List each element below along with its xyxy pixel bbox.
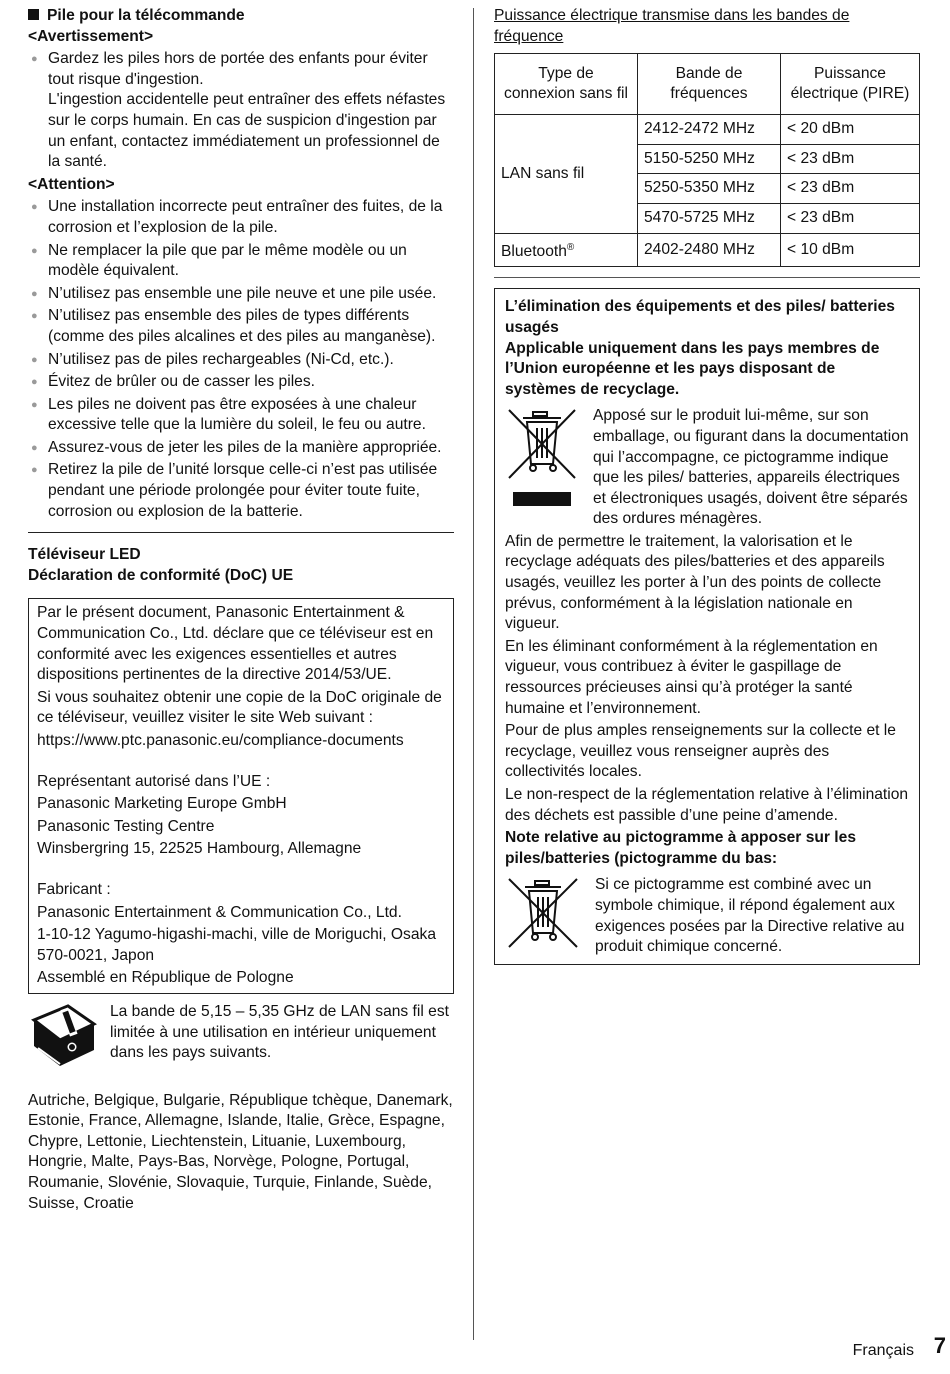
caution-book-icon [28,1002,100,1077]
battery-section-title: Pile pour la télécommande [28,6,454,27]
disposal-box [494,288,920,965]
bt-label-cell: Bluetooth® [495,233,638,267]
right-column [494,6,920,965]
band-cell: 5470-5725 MHz [638,203,781,233]
list-item: ● N’utilisez pas ensemble une pile neuve et une pile usée. [28,284,454,305]
disposal-subtitle: Applicable uniquement dans les pays membres de l’Union européenne et les pays disposant de systèmes de recyclage. [505,339,880,398]
lan-label-cell: LAN sans fil [495,115,638,233]
list-item: ● Assurez-vous de jeter les piles de la manière appropriée. [28,438,454,459]
attention-heading: <Attention> [28,175,115,193]
square-bullet-icon [28,9,39,20]
weee-bin-icon [505,406,583,510]
address-line: Winsbergring 15, 22525 Hambourg, Allemagne [37,840,362,858]
weee-block [505,406,909,530]
disposal-paragraph: Le non-respect de la réglementation relative à l’élimination des déchets est passible d’une peine d’amende. [505,786,909,824]
list-item: ● N’utilisez pas ensemble des piles de types différents (comme des piles alcalines et des piles au manganèse). [28,306,454,347]
warning-heading: <Avertissement> [28,27,154,45]
table-header: Bande de fréquences [638,54,781,115]
table-row [495,233,920,267]
footer-language: Français [852,1342,914,1359]
address-line: 1-10-12 Yagumo-higashi-machi, ville de Moriguchi, Osaka 570-0021, Japon [37,926,436,964]
doc-box [28,598,454,994]
band-cell: 2402-2480 MHz [638,233,781,267]
table-header: Puissance électrique (PIRE) [781,54,920,115]
rep-label: Représentant autorisé dans l’UE : [37,772,271,790]
list-item: ● Gardez les piles hors de portée des enfants pour éviter tout risque d'ingestion. L'ingestion accidentelle peut entraîner des effets néfastes sur le corps humain. En cas de suspicion d'ingestion par un enfant, contactez immédiatement un professionnel de la santé. [28,49,454,173]
column-divider [473,8,474,1340]
power-cell: < 23 dBm [781,174,920,204]
address-line: Panasonic Entertainment & Communication Co., Ltd. [37,903,402,921]
note-row [505,875,909,958]
list-item: ● Retirez la pile de l’unité lorsque celle-ci n’est pas utilisée pendant une période prolongée pour éviter toute fuite, corrosion ou explosion de la batterie. [28,460,454,522]
countries-list: Autriche, Belgique, Bulgarie, République tchèque, Danemark, Estonie, France, Allemagne, Islande, Italie, Grèce, Espagne, Chypre, Lettonie, Liechtenstein, Lituanie, Luxembourg, Hongrie, Malte, Pays-Bas, Norvège, Pologne, Portugal, Roumanie, Slovénie, Slovaquie, Turquie, Finlande, Suède, Suisse, Croatie [28,1091,453,1212]
band-note: La bande de 5,15 – 5,35 GHz de LAN sans fil est limitée à une utilisation en intérieur uniquement dans les pays suivants. [110,1002,449,1062]
power-cell: < 23 dBm [781,144,920,174]
note-title: Note relative au pictogramme à apposer sur les piles/batteries (pictogramme du bas: [505,829,856,867]
band-cell: 5150-5250 MHz [638,144,781,174]
band-cell: 5250-5350 MHz [638,174,781,204]
disposal-title: L’élimination des équipements et des piles/ batteries usagés [505,298,895,336]
table-header-row [495,54,920,115]
list-item: ● N’utilisez pas de piles rechargeables (Ni-Cd, etc.). [28,350,454,371]
maker-lines [37,903,445,989]
doc-title: Déclaration de conformité (DoC) UE [28,566,294,584]
power-cell: < 20 dBm [781,115,920,145]
power-table [494,53,920,267]
address-line: Assemblé en République de Pologne [37,969,294,987]
page-number: 7 [933,1333,946,1358]
power-title: Puissance électrique transmise dans les bandes de fréquence [494,7,850,45]
disposal-paragraph: Pour de plus amples renseignements sur la collecte et le recyclage, veuillez vous renseigner auprès des collectivités locales. [505,722,896,781]
list-item: ● Ne remplacer la pile que par le même modèle ou un modèle équivalent. [28,241,454,282]
note-text: Si ce pictogramme est combiné avec un symbole chimique, il répond également aux exigences posées par la Directive relative au produit chimique concerné. [595,876,905,956]
doc-paragraph: Si vous souhaitez obtenir une copie de la DoC originale de ce téléviseur, veuillez visiter le site Web suivant : [37,688,442,727]
list-item: ● Les piles ne doivent pas être exposées à une chaleur excessive telle que la lumière du soleil, le feu ou autre. [28,395,454,436]
table-row [495,115,920,145]
disposal-paragraph: Apposé sur le produit lui-même, sur son emballage, ou figurant dans la documentation qui l’accompagne, ce pictogramme indique que les piles/ batteries, appareils électriques et électroniques usagés, doivent être séparés des ordures ménagères. [593,407,909,528]
left-column [28,6,454,1214]
band-note-row [28,1002,454,1077]
list-item: ● Une installation incorrecte peut entraîner des fuites, de la corrosion et l’explosion de la pile. [28,197,454,238]
doc-url: https://www.ptc.panasonic.eu/compliance-documents [37,732,404,749]
disposal-paragraph: Afin de permettre le traitement, la valorisation et le recyclage adéquats des piles/batteries et des appareils usagés, veuillez les porter à l’un des points de collecte prévus, conformément à la législation nationale en vigueur. [505,532,885,633]
table-header: Type de connexion sans fil [495,54,638,115]
battery-bin-icon [505,875,585,958]
rep-lines [37,794,445,860]
band-cell: 2412-2472 MHz [638,115,781,145]
power-cell: < 10 dBm [781,233,920,267]
maker-label: Fabricant : [37,880,111,898]
list-item: ● Évitez de brûler ou de casser les piles. [28,372,454,393]
power-cell: < 23 dBm [781,203,920,233]
address-line: Panasonic Testing Centre [37,817,215,835]
attention-list [28,197,454,522]
address-line: Panasonic Marketing Europe GmbH [37,795,287,813]
doc-paragraph: Par le présent document, Panasonic Entertainment & Communication Co., Ltd. déclare que ce téléviseur est en conformité avec les exigences essentielles et autres dispositions pertinentes de la directive 2014/53/UE. [37,604,434,684]
section-divider [28,532,454,533]
section-divider [494,277,920,278]
tv-title: Téléviseur LED [28,546,141,564]
disposal-paragraph: En les éliminant conformément à la réglementation en vigueur, vous contribuez à éviter le gaspillage de ressources précieuses ainsi qu’à protéger la santé humaine et l’environnement. [505,637,878,717]
warning-list [28,49,454,173]
